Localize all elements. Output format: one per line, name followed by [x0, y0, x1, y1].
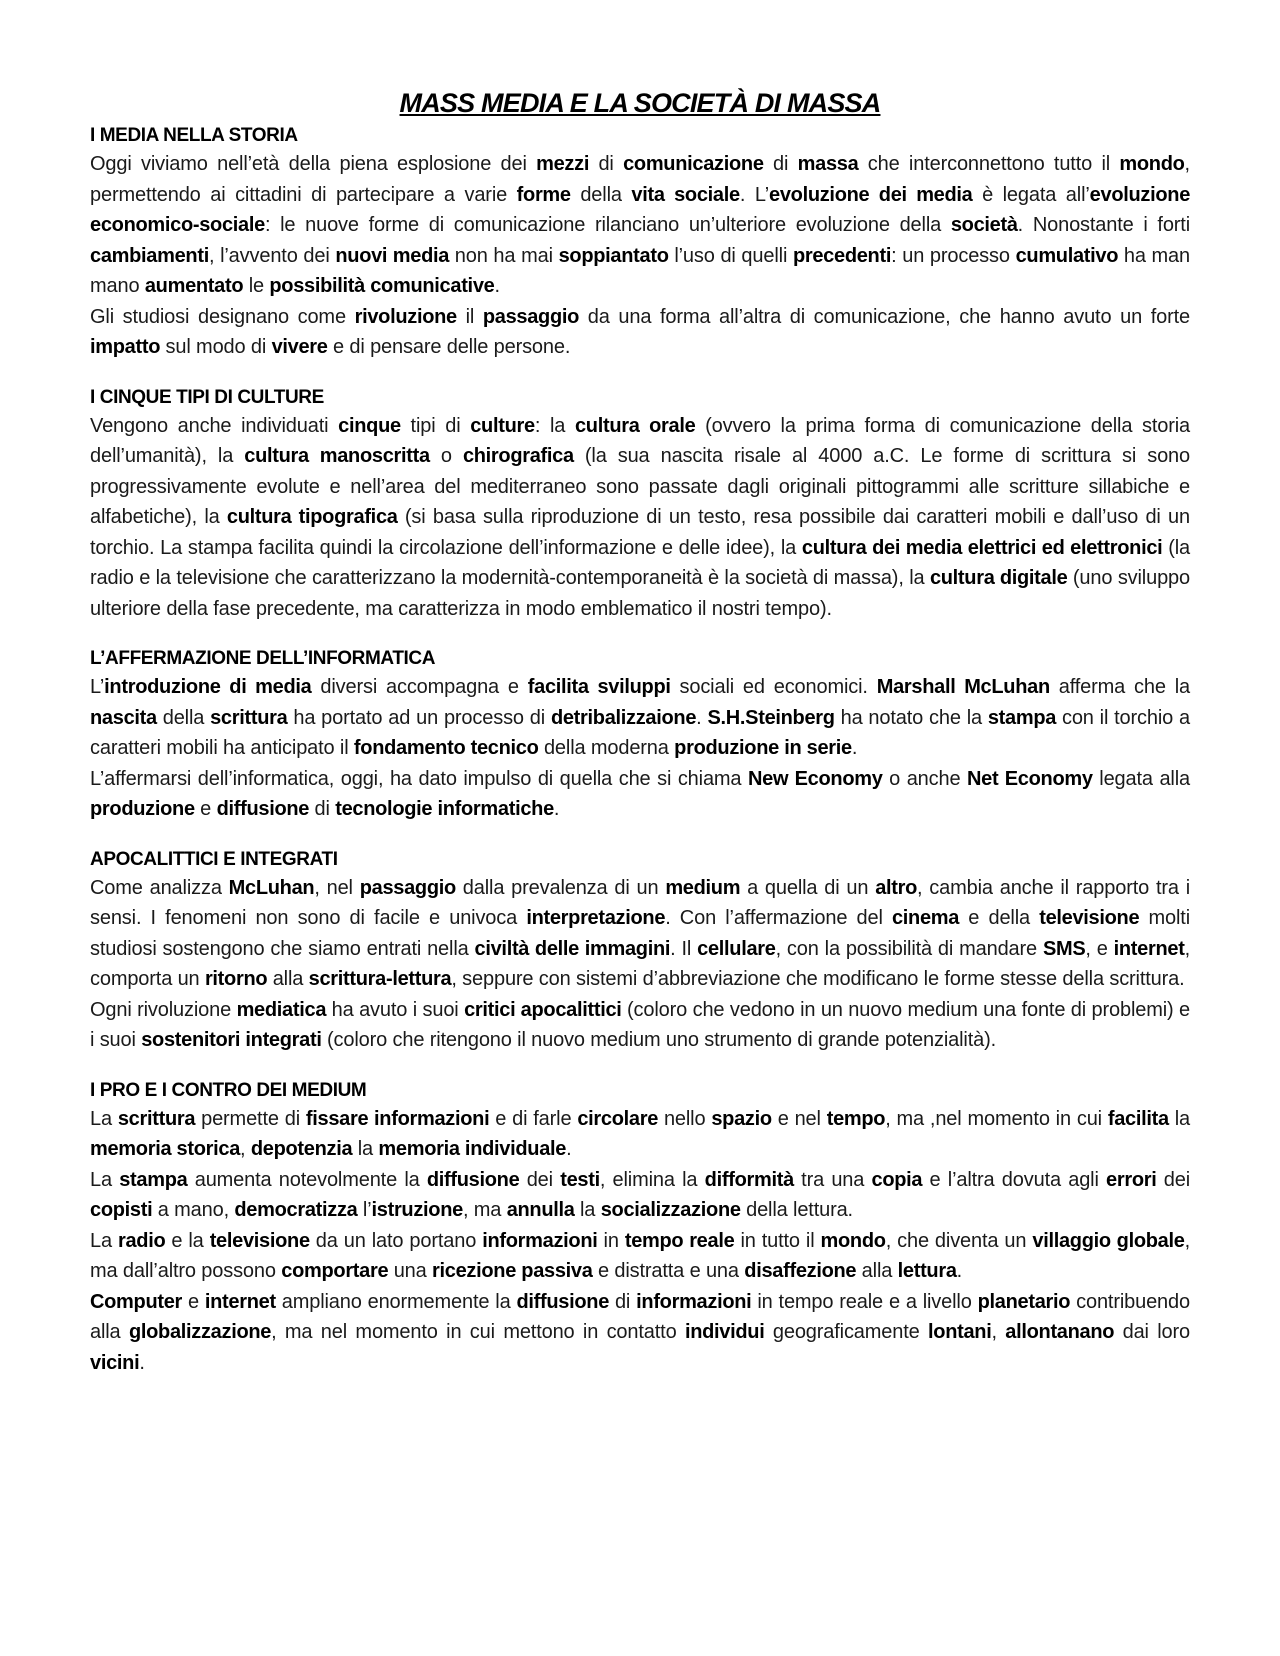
text-run: il: [456, 305, 483, 328]
bold-term: tempo: [826, 1107, 886, 1130]
section-heading: APOCALITTICI E INTEGRATI: [90, 848, 338, 870]
text-run: .: [494, 275, 500, 297]
bold-term: facilita: [1107, 1107, 1169, 1130]
text-run: .: [851, 737, 858, 759]
bold-term: forme: [516, 183, 571, 206]
bold-term: medium: [665, 876, 741, 899]
paragraph: [90, 764, 1190, 825]
text-run: , nel: [314, 876, 360, 899]
bold-term: globalizzazione: [128, 1321, 272, 1343]
text-run: da una forma all’altra di comunicazione, che hanno avuto un forte: [579, 305, 1191, 328]
paragraph: [90, 672, 1190, 764]
bold-term: massa: [797, 153, 859, 175]
text-run: sul modo di: [160, 336, 272, 358]
text-run: . Il: [670, 937, 698, 960]
text-run: geograficamente: [764, 1321, 929, 1343]
text-run: .: [696, 706, 708, 729]
bold-term: evoluzione dei media: [769, 183, 973, 206]
text-run: non ha mai: [449, 244, 559, 267]
bold-term: mediatica: [236, 998, 327, 1021]
text-run: della: [570, 183, 632, 206]
paragraph: [90, 1226, 1190, 1287]
text-run: ha avuto i suoi: [326, 998, 465, 1021]
text-run: dalla prevalenza di un: [455, 876, 666, 899]
bold-term: soppiantato: [558, 244, 669, 267]
bold-term: diffusione: [516, 1290, 610, 1313]
bold-term: cinque: [338, 414, 401, 437]
text-run: La: [90, 1229, 118, 1252]
text-run: (si basa sulla riproduzione di un testo, resa possibile dai caratteri mobili e dall’uso di un torchio. La stampa facilita quindi la circolazione dell’informazione e delle idee), la: [90, 506, 1190, 559]
text-run: e di pensare delle persone.: [327, 336, 571, 358]
bold-term: vicini: [90, 1351, 140, 1374]
bold-term: socializzazione: [600, 1199, 741, 1221]
bold-term: società: [950, 214, 1018, 236]
bold-term: cellulare: [697, 937, 776, 960]
text-run: Vengono anche individuati: [90, 414, 339, 437]
text-run: con il torchio a caratteri mobili ha anticipato il: [90, 706, 1190, 759]
text-run: in tempo reale e a livello: [751, 1290, 978, 1313]
bold-term: radio: [117, 1229, 166, 1252]
bold-term: televisione: [209, 1229, 310, 1252]
bold-term: errori: [1106, 1168, 1157, 1191]
text-run: , cambia anche il rapporto tra i sensi. I fenomeni non sono di facile e univoca: [90, 876, 1190, 929]
bold-term: scrittura: [210, 706, 288, 729]
section: [90, 1078, 1190, 1379]
text-run: permette di: [195, 1107, 306, 1130]
text-run: (coloro che ritengono il nuovo medium uno strumento di grande potenzialità).: [321, 1029, 996, 1051]
paragraph: [90, 1287, 1190, 1379]
bold-term: memoria individuale: [378, 1138, 567, 1160]
bold-term: copia: [871, 1168, 923, 1191]
section: [90, 847, 1190, 1056]
bold-term: tempo reale: [624, 1229, 735, 1252]
bold-term: circolare: [577, 1107, 659, 1130]
bold-term: villaggio globale: [1032, 1229, 1185, 1252]
text-run: .: [566, 1138, 572, 1160]
bold-term: comunicazione: [623, 153, 764, 175]
bold-term: impatto: [90, 336, 161, 358]
text-run: (coloro che vedono in un nuovo medium una fonte di problemi) e i suoi: [90, 998, 1191, 1051]
text-run: .: [553, 798, 560, 820]
text-run: aumenta notevolmente la: [187, 1168, 427, 1191]
text-run: L’: [90, 676, 105, 698]
text-run: , ma dall’altro possono: [90, 1229, 1191, 1282]
bold-term: detribalizzaione: [550, 706, 697, 729]
text-run: nello: [658, 1107, 712, 1130]
bold-term: stampa: [987, 706, 1057, 729]
bold-term: stampa: [119, 1168, 188, 1191]
text-run: .: [956, 1260, 963, 1282]
bold-term: fissare informazioni: [305, 1107, 490, 1130]
bold-term: difformità: [704, 1168, 794, 1191]
paragraph: [90, 149, 1190, 302]
bold-term: internet: [1113, 937, 1185, 960]
bold-term: vita sociale: [631, 183, 740, 206]
bold-term: individui: [684, 1321, 765, 1343]
text-run: e nel: [771, 1107, 827, 1130]
bold-term: memoria storica: [90, 1138, 241, 1160]
text-run: : la: [534, 414, 575, 437]
bold-term: New Economy: [747, 767, 883, 790]
text-run: La: [90, 1107, 118, 1130]
text-run: .: [139, 1351, 145, 1374]
text-run: e di farle: [489, 1107, 578, 1130]
text-run: a mano,: [152, 1199, 235, 1221]
text-run: , l’avvento dei: [208, 244, 336, 267]
text-run: e distratta e una: [592, 1260, 745, 1282]
text-run: e: [182, 1290, 205, 1313]
bold-term: produzione in serie: [674, 737, 852, 759]
paragraph: [90, 873, 1190, 995]
text-run: e la: [165, 1229, 210, 1252]
bold-term: ricezione passiva: [432, 1260, 593, 1282]
bold-term: passaggio: [482, 305, 580, 328]
bold-term: rivoluzione: [354, 305, 457, 328]
text-run: dei: [519, 1168, 561, 1191]
bold-term: culture: [470, 414, 535, 437]
bold-term: depotenzia: [250, 1138, 353, 1160]
text-run: la: [352, 1138, 379, 1160]
text-run: ,: [240, 1138, 251, 1160]
text-run: . L’: [739, 183, 769, 206]
bold-term: vivere: [271, 336, 328, 358]
text-run: : le nuove forme di comunicazione rilanciano un’ulteriore evoluzione della: [264, 214, 951, 236]
bold-term: precedenti: [792, 244, 892, 267]
text-run: della: [156, 706, 211, 729]
section: [90, 646, 1190, 825]
sections-container: [90, 123, 1190, 1378]
text-run: una: [388, 1260, 433, 1282]
bold-term: cinema: [891, 907, 960, 929]
text-run: a quella di un: [740, 876, 876, 899]
section-heading: I CINQUE TIPI DI CULTURE: [90, 386, 324, 408]
bold-term: mezzi: [536, 153, 590, 175]
text-run: o: [429, 445, 463, 467]
text-run: la: [574, 1199, 601, 1221]
bold-term: Net Economy: [967, 767, 1093, 790]
bold-term: ritorno: [204, 968, 268, 990]
bold-term: cultura manoscritta: [244, 445, 430, 467]
bold-term: diffusione: [216, 798, 310, 820]
text-run: contribuendo alla: [90, 1290, 1190, 1343]
paragraph: [90, 995, 1190, 1056]
bold-term: cambiamenti: [90, 244, 209, 267]
text-run: alla: [856, 1260, 898, 1282]
text-run: di: [589, 153, 624, 175]
text-run: l’uso di quelli: [668, 244, 793, 267]
text-run: diversi accompagna e: [311, 676, 528, 698]
bold-term: diffusione: [426, 1168, 520, 1191]
text-run: , e: [1085, 937, 1114, 960]
paragraph: [90, 1165, 1190, 1226]
text-run: tra una: [793, 1168, 872, 1191]
text-run: di: [309, 798, 336, 820]
bold-term: scrittura: [117, 1107, 196, 1130]
bold-term: cumulativo: [1015, 244, 1119, 267]
text-run: , comporta un: [90, 937, 1190, 990]
bold-term: lettura: [897, 1260, 957, 1282]
text-run: Gli studiosi designano come: [90, 305, 355, 328]
text-run: : un processo: [891, 244, 1016, 267]
paragraph: [90, 411, 1190, 625]
text-run: sociali ed economici.: [670, 676, 877, 698]
bold-term: passaggio: [359, 876, 456, 899]
bold-term: Marshall McLuhan: [876, 676, 1050, 698]
paragraph: [90, 302, 1190, 363]
text-run: di: [763, 153, 798, 175]
bold-term: civiltà delle immagini: [474, 937, 671, 960]
document-page: [90, 88, 1190, 1400]
bold-term: nuovi media: [335, 244, 450, 267]
text-run: e l’altra dovuta agli: [922, 1168, 1107, 1191]
text-run: della moderna: [538, 737, 675, 759]
text-run: , ma: [462, 1199, 507, 1221]
text-run: l’: [357, 1199, 372, 1221]
bold-term: critici apocalittici: [464, 998, 622, 1021]
text-run: La: [90, 1168, 120, 1191]
text-run: , seppure con sistemi d’abbreviazione che modificano le forme stesse della scrittura.: [451, 968, 1185, 990]
bold-term: spazio: [711, 1107, 772, 1130]
text-run: (uno sviluppo ulteriore della fase precedente, ma caratterizza in modo emblematico il nostri tempo).: [90, 567, 1190, 620]
text-run: Oggi viviamo nell’età della piena esplosione dei: [90, 153, 537, 175]
text-run: L’affermarsi dell’informatica, oggi, ha dato impulso di quella che si chiama: [90, 767, 748, 790]
bold-term: cultura dei media elettrici ed elettronici: [801, 536, 1163, 559]
bold-term: S.H.Steinberg: [707, 706, 835, 729]
bold-term: mondo: [1119, 153, 1185, 175]
text-run: , elimina la: [599, 1168, 705, 1191]
text-run: legata alla: [1092, 767, 1190, 790]
bold-term: istruzione: [371, 1199, 463, 1221]
bold-term: aumentato: [144, 275, 244, 297]
text-run: ampliano enormemente la: [275, 1290, 517, 1313]
text-run: dei: [1156, 1168, 1190, 1191]
text-run: o anche: [882, 767, 968, 790]
bold-term: facilita sviluppi: [527, 676, 671, 698]
text-run: ha portato ad un processo di: [287, 706, 551, 729]
bold-term: interpretazione: [526, 907, 666, 929]
bold-term: lontani: [928, 1321, 992, 1343]
bold-term: informazioni: [482, 1229, 598, 1252]
bold-term: scrittura-lettura: [308, 968, 452, 990]
bold-term: altro: [875, 876, 918, 899]
text-run: della lettura.: [740, 1199, 853, 1221]
text-run: . Con l’affermazione del: [665, 907, 892, 929]
section-heading: I MEDIA NELLA STORIA: [90, 125, 298, 146]
bold-term: chirografica: [462, 445, 574, 467]
text-run: , ma nel momento in cui mettono in contatto: [271, 1321, 685, 1343]
bold-term: disaffezione: [744, 1260, 857, 1282]
bold-term: cultura tipografica: [226, 506, 398, 528]
section: [90, 123, 1190, 363]
bold-term: copisti: [90, 1199, 153, 1221]
section-heading: L’AFFERMAZIONE DELL’INFORMATICA: [90, 648, 436, 669]
bold-term: cultura digitale: [929, 567, 1068, 589]
bold-term: possibilità comunicative: [269, 275, 495, 297]
text-run: e della: [959, 907, 1040, 929]
text-run: in tutto il: [734, 1229, 821, 1252]
bold-term: allontanano: [1005, 1321, 1115, 1343]
bold-term: Computer: [90, 1290, 183, 1313]
text-run: , che diventa un: [885, 1229, 1033, 1252]
bold-term: sostenitori integrati: [141, 1029, 322, 1051]
text-run: è legata all’: [972, 183, 1090, 206]
text-run: (la sua nascita risale al 4000 a.C. Le forme di scrittura si sono progressivamente evolute e nell’area del mediterraneo sono passate dagli originali pittogrammi alle scritture sillabiche e alfabetiche), la: [90, 445, 1190, 528]
text-run: di: [609, 1290, 637, 1313]
bold-term: televisione: [1039, 907, 1140, 929]
bold-term: nascita: [90, 706, 157, 729]
text-run: ha notato che la: [834, 706, 988, 729]
bold-term: mondo: [820, 1229, 886, 1252]
text-run: alla: [267, 968, 309, 990]
bold-term: tecnologie informatiche: [335, 798, 554, 820]
text-run: Come analizza: [90, 876, 229, 899]
section: [90, 385, 1190, 625]
text-run: da un lato portano: [309, 1229, 483, 1252]
text-run: e: [194, 798, 217, 820]
text-run: afferma che la: [1049, 676, 1190, 698]
bold-term: comportare: [281, 1260, 389, 1282]
text-run: ha man mano: [90, 244, 1190, 297]
text-run: dai loro: [1114, 1321, 1190, 1343]
text-run: , permettendo ai cittadini di partecipare a varie: [90, 153, 1190, 206]
text-run: in: [597, 1229, 625, 1252]
text-run: (la radio e la televisione che caratterizzano la modernità-contemporaneità è la società di massa), la: [90, 536, 1191, 589]
text-run: tipi di: [400, 414, 471, 437]
bold-term: democratizza: [234, 1199, 358, 1221]
bold-term: internet: [204, 1290, 276, 1313]
bold-term: McLuhan: [228, 876, 315, 899]
bold-term: informazioni: [636, 1290, 752, 1313]
text-run: che interconnettono tutto il: [858, 153, 1120, 175]
text-run: . Nonostante i forti: [1017, 214, 1190, 236]
text-run: , con la possibilità di mandare: [775, 937, 1043, 960]
text-run: , ma ,nel momento in cui: [885, 1107, 1108, 1130]
text-run: Ogni rivoluzione: [90, 998, 237, 1021]
bold-term: fondamento tecnico: [353, 737, 539, 759]
text-run: la: [1168, 1107, 1191, 1130]
paragraph: [90, 1104, 1190, 1165]
text-run: le: [243, 275, 270, 297]
page-title: MASS MEDIA E LA SOCIETÀ DI MASSA: [399, 88, 881, 118]
section-heading: I PRO E I CONTRO DEI MEDIUM: [90, 1079, 367, 1101]
bold-term: evoluzione economico-sociale: [90, 183, 1191, 236]
text-run: molti studiosi sostengono che siamo entrati nella: [90, 907, 1190, 960]
bold-term: testi: [560, 1168, 600, 1191]
text-run: (ovvero la prima forma di comunicazione della storia dell’umanità), la: [90, 414, 1191, 467]
text-run: ,: [991, 1321, 1006, 1343]
bold-term: SMS: [1042, 937, 1086, 960]
bold-term: introduzione di media: [104, 676, 312, 698]
bold-term: cultura orale: [574, 414, 696, 437]
bold-term: planetario: [977, 1290, 1071, 1313]
bold-term: annulla: [506, 1199, 575, 1221]
bold-term: produzione: [90, 798, 195, 820]
